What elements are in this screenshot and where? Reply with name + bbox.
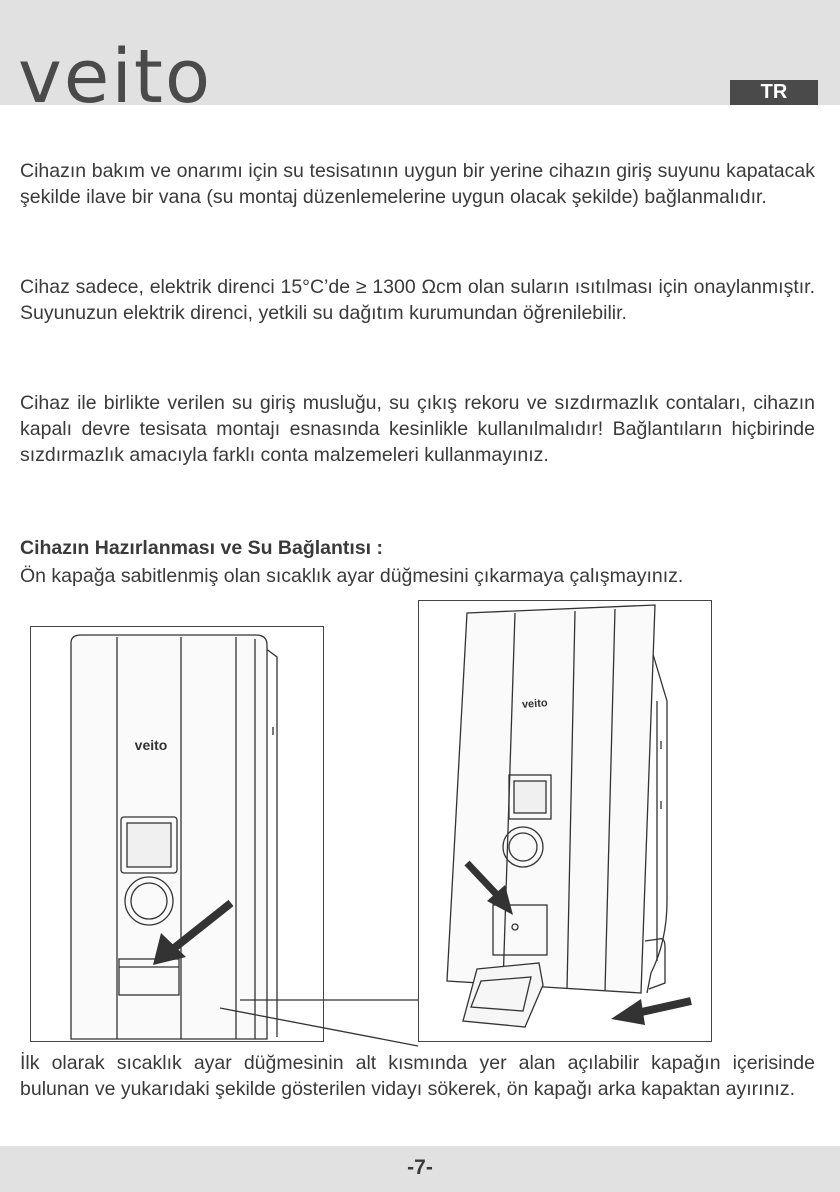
section-heading: Cihazın Hazırlanması ve Su Bağlantısı :: [20, 537, 384, 559]
page-footer: [0, 1146, 840, 1192]
paragraph-seals: Cihaz ile birlikte verilen su giriş musluğu, su çıkış rekoru ve sızdırmazlık contaları, cihazın kapalı devre tesisata montajı esnasında kesinlikle kullanılmalıdır! Bağlantıların hiçbirinde sızdırmazlık amacıyla farklı conta malzemeleri kullanmayınız.: [20, 392, 815, 466]
language-badge: TR: [730, 80, 818, 105]
figure-caption: İlk olarak sıcaklık ayar düğmesinin alt kısmında yer alan açılabilir kapağın içerisinde bulunan ve yukarıdaki şekilde gösterilen vidayı sökerek, ön kapağı arka kapaktan ayırınız.: [20, 1052, 815, 1100]
paragraph-maintenance-valve: Cihazın bakım ve onarımı için su tesisatının uygun bir yerine cihazın giriş suyunu kapatacak şekilde ilave bir vana (su montaj düzenlemelerine uygun olacak şekilde) bağlanmalıdır.: [20, 160, 815, 208]
device-closed-brand: veito: [134, 737, 168, 753]
section-intro: Ön kapağa sabitlenmiş olan sıcaklık ayar düğmesini çıkarmaya çalışmayınız.: [20, 565, 684, 587]
paragraph-water-resistance: Cihaz sadece, elektrik direnci 15°C’de ≥ 1300 Ωcm olan suların ısıtılması için onaylanmıştır. Suyunuzun elektrik direnci, yetkili su dağıtım kurumundan öğrenilebilir.: [20, 276, 815, 324]
brand-logo: veito: [18, 34, 213, 120]
device-opened-brand: veito: [521, 697, 549, 711]
page-number: -7-: [407, 1156, 433, 1179]
